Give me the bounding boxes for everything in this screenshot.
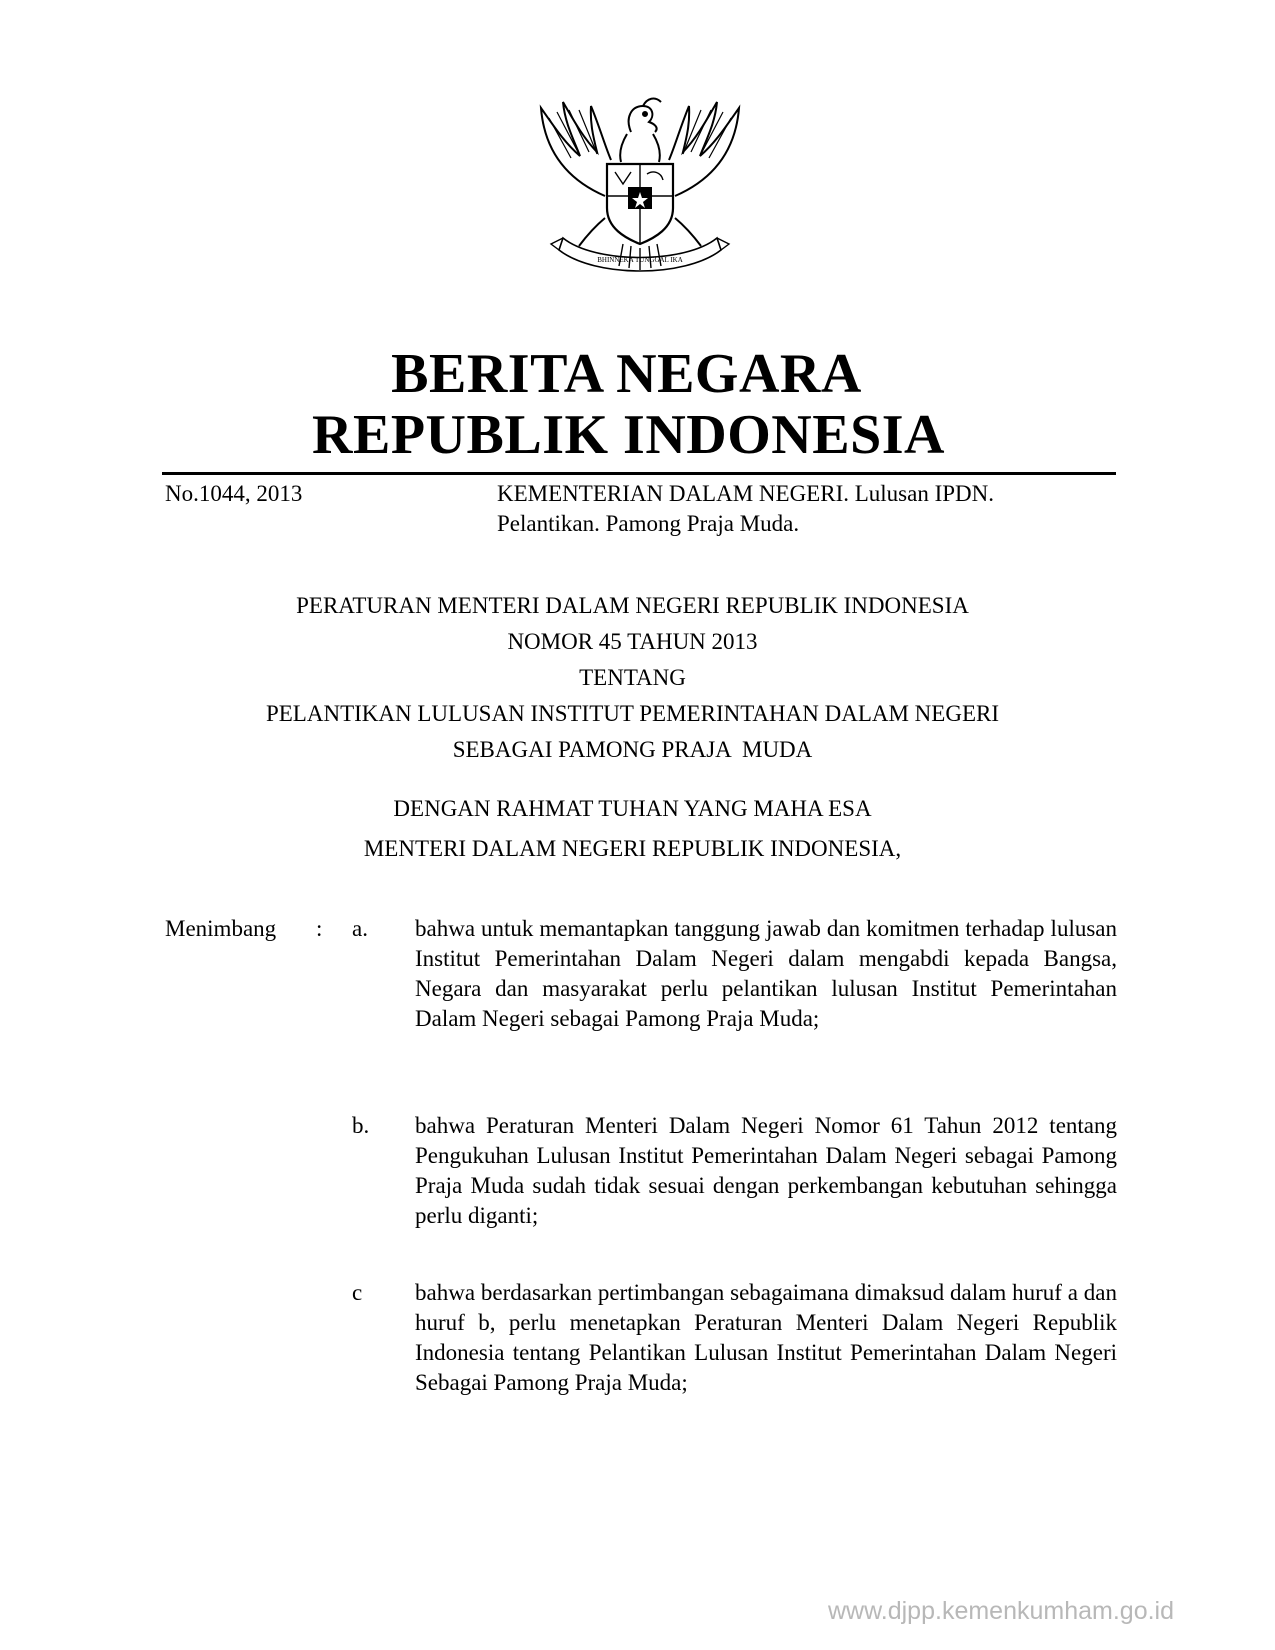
header-divider: [162, 472, 1116, 475]
considering-item-letter: c: [352, 1280, 363, 1305]
gazette-subject: [497, 479, 1117, 539]
considering-label: Menimbang: [165, 916, 277, 941]
regulation-title-line-2: NOMOR 45 TAHUN 2013: [507, 629, 758, 654]
garuda-emblem-icon: [535, 88, 745, 280]
regulation-title-line-5: SEBAGAI PAMONG PRAJA MUDA: [452, 737, 813, 762]
gazette-subject-line-2: Pelantikan. Pamong Praja Muda.: [497, 511, 800, 536]
gazette-subject-line-1: KEMENTERIAN DALAM NEGERI. Lulusan IPDN.: [497, 481, 995, 506]
regulation-title: [0, 588, 1270, 768]
preamble: [0, 789, 1270, 869]
masthead-title: BERITA NEGARA: [391, 343, 862, 405]
considering-item-text: bahwa untuk memantapkan tanggung jawab dan komitmen terhadap lulusan Institut Pemerintahan Dalam Negeri dalam mengabdi kepada Bangsa, Negara dan masyarakat perlu pelantikan lulusan Institut Pemerintahan Dalam Negeri sebagai Pamong Praja Muda;: [415, 916, 1117, 1031]
preamble-line-2: MENTERI DALAM NEGERI REPUBLIK INDONESIA,: [363, 836, 902, 861]
gazette-number: No.1044, 2013: [165, 481, 303, 506]
considering-item-text: bahwa berdasarkan pertimbangan sebagaimana dimaksud dalam huruf a dan huruf b, perlu menetapkan Peraturan Menteri Dalam Negeri Republik Indonesia tentang Pelantikan Lulusan Institut Pemerintahan Dalam Negeri Sebagai Pamong Praja Muda;: [415, 1280, 1117, 1395]
regulation-title-line-3: TENTANG: [579, 665, 686, 690]
considering-item-text: bahwa Peraturan Menteri Dalam Negeri Nomor 61 Tahun 2012 tentang Pengukuhan Lulusan Institut Pemerintahan Dalam Negeri sebagai Pamong Praja Muda sudah tidak sesuai dengan perkembangan kebutuhan sehingga perlu diganti;: [415, 1113, 1117, 1228]
watermark-url: www.djpp.kemenkumham.go.id: [828, 1597, 1174, 1625]
considering-item-letter: a.: [352, 916, 368, 941]
considering-item-letter: b.: [352, 1113, 370, 1138]
considering-colon: :: [316, 916, 323, 941]
regulation-title-line-1: PERATURAN MENTERI DALAM NEGERI REPUBLIK INDONESIA: [296, 593, 969, 618]
svg-text:BHINNEKA TUNGGAL IKA: BHINNEKA TUNGGAL IKA: [597, 256, 683, 264]
regulation-title-line-4: PELANTIKAN LULUSAN INSTITUT PEMERINTAHAN DALAM NEGERI: [265, 701, 1000, 726]
masthead-subtitle: REPUBLIK INDONESIA: [312, 404, 945, 466]
preamble-line-1: DENGAN RAHMAT TUHAN YANG MAHA ESA: [393, 796, 872, 821]
